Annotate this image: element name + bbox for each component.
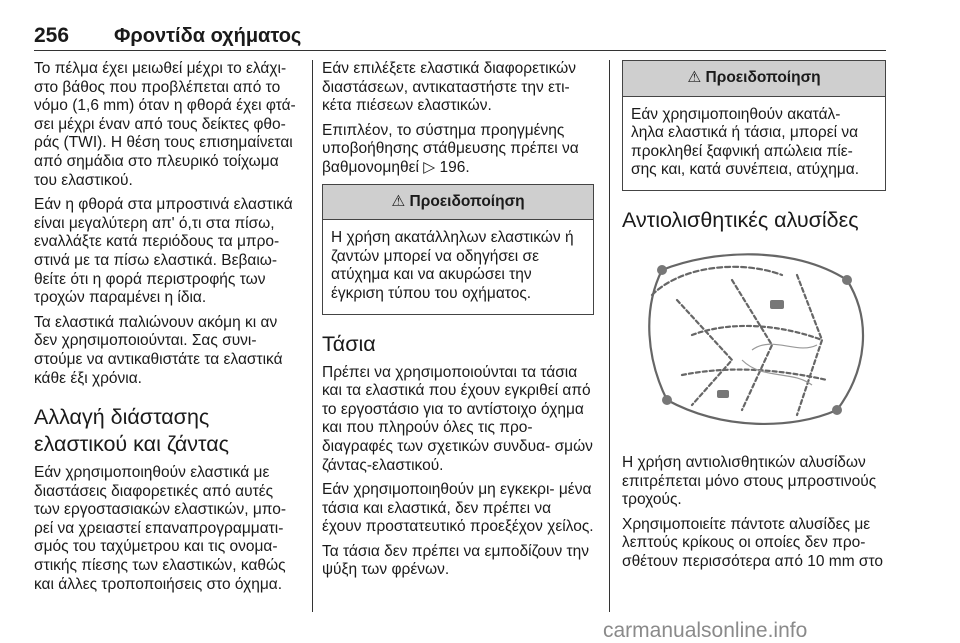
page-header bbox=[34, 24, 886, 51]
column-left bbox=[34, 60, 300, 600]
watermark: carmanualsonline.info bbox=[603, 619, 808, 642]
warning-body bbox=[623, 97, 885, 190]
warning-box bbox=[322, 184, 594, 315]
column-divider bbox=[312, 60, 313, 612]
warning-title: Προειδοποίηση bbox=[409, 192, 525, 210]
warning-header bbox=[623, 61, 885, 97]
paragraph-park-assist bbox=[322, 122, 594, 178]
paragraph-chains-front: Η χρήση αντιολισθητικών αλυσίδων επιτρέπεται μόνο στους μπροστινούς τροχούς. bbox=[622, 453, 877, 509]
warning-icon: ⚠ bbox=[687, 69, 702, 86]
column-middle bbox=[322, 60, 594, 586]
paragraph-tyre-aging: Τα ελαστικά παλιώνουν ακόμη κι αν δεν χρησιμοποιούνται. Σας συνι- στούμε να αντικαθιστάτε τα ελαστικά κάθε έξι χρόνια. bbox=[34, 313, 283, 387]
warning-icon: ⚠ bbox=[391, 192, 406, 210]
paragraph-size-change: Εάν χρησιμοποιηθούν ελαστικά με διαστάσεις διαφορετικές από αυτές των εργοστασιακών ελαστικών, μπο- ρεί να χρειαστεί επαναπρογραμματι- σμός του ταχύμετρου και τις ονομα- στικής πίεσης των ελαστικών, καθώς και άλλες τροποποιήσεις στο όχημα. bbox=[34, 464, 287, 593]
paragraph-hubcaps-cooling: Τα τάσια δεν πρέπει να εμποδίζουν την ψύξη των φρένων. bbox=[322, 542, 590, 579]
column-right bbox=[622, 60, 886, 578]
warning-title: Προειδοποίηση bbox=[705, 69, 821, 86]
warning-body bbox=[323, 220, 593, 313]
paragraph-hubcaps-approved: Πρέπει να χρησιμοποιούνται τα τάσια και τα ελαστικά που έχουν εγκριθεί από το εργοστάσιο για το αντίστοιχο όχημα και που πληρούν όλες τις προ- διαγραφές των σχετικών συνδυα- σμών ζάντας-ελαστικού. bbox=[322, 363, 593, 474]
warning-text: Εάν χρησιμοποιηθούν ακατάλ- ληλα ελαστικά ή τάσια, μπορεί να προκληθεί ξαφνική απώλεια πίε- σης και, κατά συνέπεια, ατύχημα. bbox=[631, 105, 860, 179]
paragraph-park-assist-text: Επιπλέον, το σύστημα προηγμένης υποβοήθησης στάθμευσης πρέπει να βαθμονομηθεί bbox=[322, 121, 579, 176]
section-heading-size-change: Αλλαγή διάστασης ελαστικού και ζάντας bbox=[34, 405, 230, 457]
paragraph-hubcaps-unapproved: Εάν χρησιμοποιηθούν μη εγκεκρι- μένα τάσια και ελαστικά, δεν πρέπει να έχουν προστατευτικό προεξέχον χείλος. bbox=[322, 481, 594, 536]
column-divider bbox=[609, 60, 610, 612]
page-title: Φροντίδα οχήματος bbox=[114, 25, 302, 47]
page-number: 256 bbox=[34, 24, 70, 47]
warning-header bbox=[323, 185, 593, 221]
snow-chains-illustration bbox=[622, 240, 886, 440]
paragraph-chains-links: Χρησιμοποιείτε πάντοτε αλυσίδες με λεπτούς κρίκους οι οποίες δεν προ- σθέτουν περισσότερα από 10 mm στο bbox=[622, 515, 884, 570]
page-ref-link[interactable]: 196. bbox=[439, 158, 470, 176]
warning-text: Η χρήση ακατάλληλων ελαστικών ή ζαντών μπορεί να οδηγήσει σε ατύχημα και να ακυρώσει την έγκριση τύπου του οχήματος. bbox=[331, 229, 574, 302]
section-heading-hubcaps: Τάσια bbox=[322, 331, 376, 356]
paragraph-tyre-rotation: Εάν η φθορά στα μπροστινά ελαστικά είναι μεγαλύτερη απ' ό,τι στα πίσω, εναλλάξτε κατά περιόδους τα μπρο- στινά με τα πίσω ελαστικά. Βεβαιω- θείτε ότι η φορά περιστροφής των τροχών παραμένει η ίδια. bbox=[34, 196, 293, 307]
paragraph-pressure-label: Εάν επιλέξετε ελαστικά διαφορετικών διαστάσεων, αντικαταστήστε την ετι- κέτα πιέσεων ελαστικών. bbox=[322, 60, 577, 115]
paragraph-tread-depth: Το πέλμα έχει μειωθεί μέχρι το ελάχι- στο βάθος που προβλέπεται από το νόμο (1,6 mm) όταν η φθορά έχει φτά- σει μέχρι έναν από τους δείκτες φθο- ράς (TWI). Η θέση τους επισημαίνεται από σημάδια στο πλευρικό τοίχωμα του ελαστικού. bbox=[34, 60, 296, 189]
page-ref-icon: ▷ bbox=[423, 158, 436, 176]
warning-box bbox=[622, 60, 886, 191]
section-heading-snow-chains: Αντιολισθητικές αλυσίδες bbox=[622, 207, 859, 232]
